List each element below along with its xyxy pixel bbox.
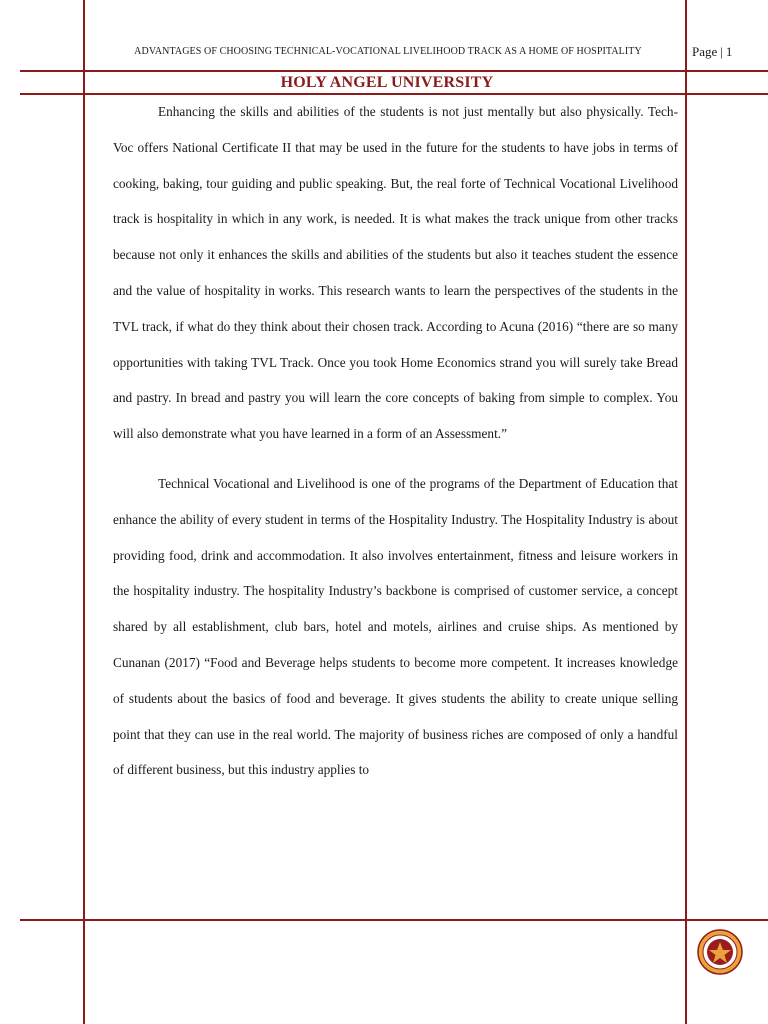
university-name: HOLY ANGEL UNIVERSITY (280, 74, 494, 91)
left-margin-rule (83, 0, 85, 1024)
university-seal-icon (697, 929, 743, 975)
page-number: 1 (725, 44, 733, 59)
page-indicator (692, 44, 732, 60)
page-separator: | (720, 44, 723, 59)
paragraph: Technical Vocational and Livelihood is one of the programs of the Department of Education that enhance the ability of every student in terms of the Hospitality Industry. The Hospitality Industry is about providing food, drink and accommodation. It also involves entertainment, fitness and leisure workers in the hospitality industry. The hospitality Industry’s backbone is comprised of customer service, a concept shared by all establishment, club bars, hotel and motels, airlines and cruise ships. As mentioned by Cunanan (2017) “Food and Beverage helps students to become more competent. It increases knowledge of students about the basics of food and beverage. It gives students the ability to create unique selling point that they can use in the real world. The majority of business riches are composed of only a handful of different business, but this industry applies to (113, 475, 678, 778)
paragraph: Enhancing the skills and abilities of the students is not just mentally but also physically. Tech-Voc offers National Certificate II that may be used in the future for the students to have jobs in terms of cooking, baking, tour guiding and public speaking. But, the real forte of Technical Vocational Livelihood track is hospitality in which in any work, is needed. It is what makes the track unique from other tracks because not only it enhances the skills and abilities of the students but also it teaches student the essence and the value of hospitality in works. This research wants to learn the perspectives of the students in the TVL track, if what do they think about their chosen track. According to Acuna (2016) “there are so many opportunities with taking TVL Track. Once you took Home Economics strand you will surely take Bread and pastry. In bread and pastry you will learn the core concepts of baking from simple to complex. You will also demonstrate what you have learned in a form of an Assessment.” (113, 104, 678, 442)
footer-rule (20, 919, 768, 921)
running-header-title: ADVANTAGES OF CHOOSING TECHNICAL-VOCATIONAL LIVELIHOOD TRACK AS A HOME OF HOSPITALITY (134, 46, 642, 57)
right-margin-rule (685, 0, 687, 1024)
header-rule-top (20, 70, 768, 72)
document-body (113, 94, 678, 788)
page-label: Page (692, 44, 718, 59)
